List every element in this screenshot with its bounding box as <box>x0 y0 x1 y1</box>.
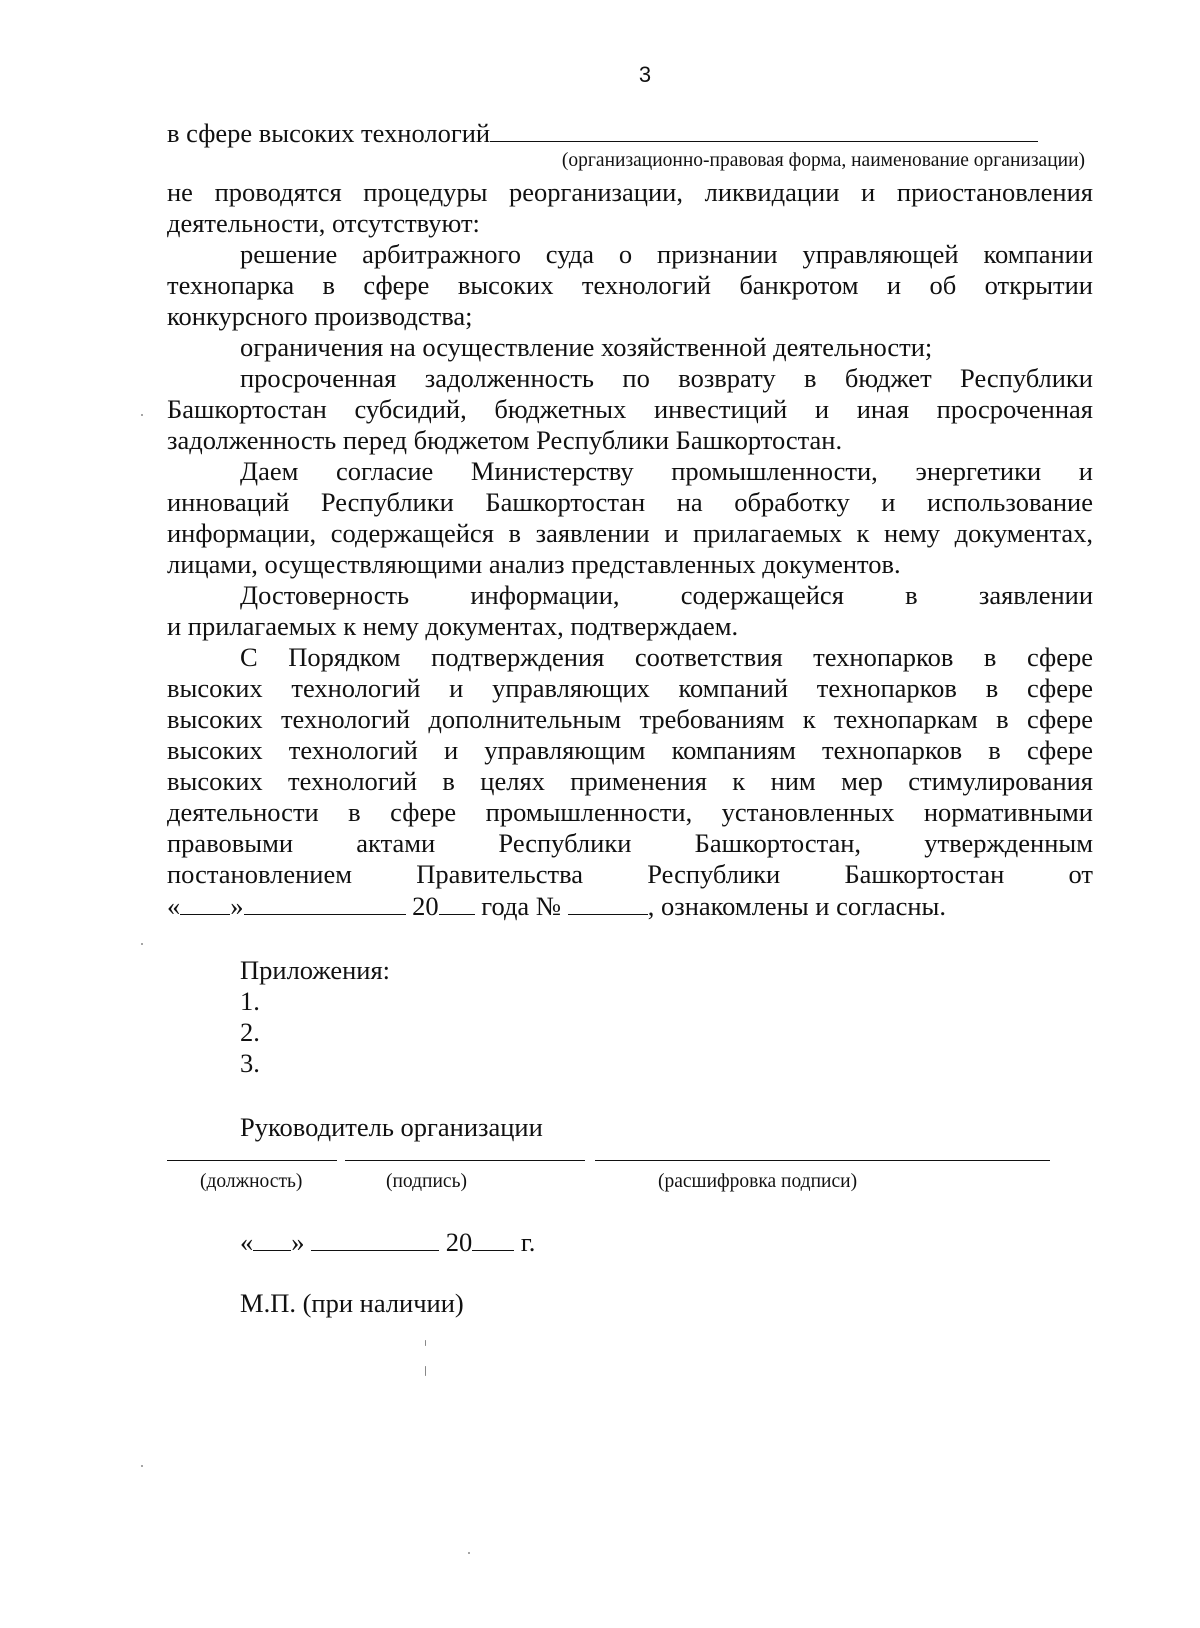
document-body <box>167 117 1093 1143</box>
attachment-item-1: 1. <box>240 986 260 1016</box>
item3-line-1: просроченная задолженность по возврату в бюджет Республики <box>240 363 1093 393</box>
intro-line-2: деятельности, отсутствуют: <box>167 208 480 238</box>
order-line-4: высоких технологий и управляющим компаниям технопарков в сфере <box>167 735 1093 765</box>
head-title: Руководитель организации <box>240 1112 543 1142</box>
org-prefix: в сфере высоких технологий <box>167 118 491 148</box>
order-line-6: деятельности в сфере промышленности, установленных нормативными <box>167 797 1093 827</box>
org-caption: (организационно-правовая форма, наименование организации) <box>561 150 1085 171</box>
spacer <box>167 1079 1093 1112</box>
attachment-item-2: 2. <box>240 1017 260 1047</box>
trust-line-2: и прилагаемых к нему документах, подтверждаем. <box>167 611 739 641</box>
page-number: 3 <box>638 62 652 87</box>
scan-artifact <box>425 1340 426 1346</box>
order-line-5: высоких технологий в целях применения к ним мер стимулирования <box>167 766 1093 796</box>
date-open-quote: « <box>240 1227 254 1257</box>
order-open-quote: « <box>167 891 181 921</box>
scan-artifact <box>468 1552 470 1554</box>
date-month-field[interactable] <box>311 1226 439 1251</box>
order-line-8: постановлением Правительства Республики Башкортостан от <box>167 859 1093 889</box>
position-caption: (должность) <box>200 1171 303 1192</box>
signature-date-line <box>240 1226 535 1258</box>
signature-caption: (подпись) <box>386 1171 467 1192</box>
order-year-suffix: года № <box>481 891 562 921</box>
scan-artifact <box>141 414 143 416</box>
order-line-3: высоких технологий дополнительным требованиям к технопаркам в сфере <box>167 704 1093 734</box>
order-date-line <box>167 890 1093 922</box>
consent-line-3: информации, содержащейся в заявлении и прилагаемых к нему документах, <box>167 518 1093 548</box>
order-close-quote: » <box>230 891 244 921</box>
item3-line-2: Башкортостан субсидий, бюджетных инвестиций и иная просроченная <box>167 394 1093 424</box>
attachment-item-3: 3. <box>240 1048 260 1078</box>
signature-decoding-field[interactable] <box>595 1160 1050 1161</box>
decoding-caption: (расшифровка подписи) <box>658 1171 858 1192</box>
scan-artifact <box>425 1366 426 1376</box>
date-year-field[interactable] <box>472 1226 514 1251</box>
order-line-7: правовыми актами Республики Башкортостан, утвержденным <box>167 828 1093 858</box>
order-tail: , ознакомлены и согласны. <box>647 891 946 921</box>
consent-line-1: Даем согласие Министерству промышленности, энергетики и <box>240 456 1093 486</box>
date-close-quote: » <box>291 1227 305 1257</box>
item1-line-2: технопарка в сфере высоких технологий банкротом и об открытии <box>167 270 1093 300</box>
consent-line-4: лицами, осуществляющими анализ представленных документов. <box>167 549 901 579</box>
spacer <box>167 922 1093 955</box>
date-year-suffix: г. <box>520 1227 536 1257</box>
item2-line: ограничения на осуществление хозяйственной деятельности; <box>240 332 933 362</box>
attachments-title: Приложения: <box>240 955 391 985</box>
scan-artifact <box>141 943 143 945</box>
item3-line-3: задолженность перед бюджетом Республики Башкортостан. <box>167 425 843 455</box>
intro-line-1: не проводятся процедуры реорганизации, ликвидации и приостановления <box>167 177 1093 207</box>
order-line-2: высоких технологий и управляющих компаний технопарков в сфере <box>167 673 1093 703</box>
order-year-prefix: 20 <box>412 891 439 921</box>
position-field[interactable] <box>167 1160 337 1161</box>
consent-line-2: инноваций Республики Башкортостан на обработку и использование <box>167 487 1093 517</box>
signature-field[interactable] <box>345 1160 585 1161</box>
item1-line-3: конкурсного производства; <box>167 301 473 331</box>
scan-artifact <box>141 1465 143 1467</box>
order-month-field[interactable] <box>244 890 406 915</box>
item1-line-1: решение арбитражного суда о признании управляющей компании <box>240 239 1093 269</box>
order-number-field[interactable] <box>568 890 648 915</box>
date-year-prefix: 20 <box>445 1227 473 1257</box>
stamp-place: М.П. (при наличии) <box>240 1288 464 1318</box>
trust-line-1: Достоверность информации, содержащейся в заявлении <box>240 580 1093 610</box>
org-line <box>167 117 1093 149</box>
order-day-field[interactable] <box>180 890 230 915</box>
order-line-1: С Порядком подтверждения соответствия технопарков в сфере <box>240 642 1093 672</box>
date-day-field[interactable] <box>253 1226 291 1251</box>
org-name-field[interactable] <box>490 117 1038 142</box>
order-year-field[interactable] <box>439 890 475 915</box>
